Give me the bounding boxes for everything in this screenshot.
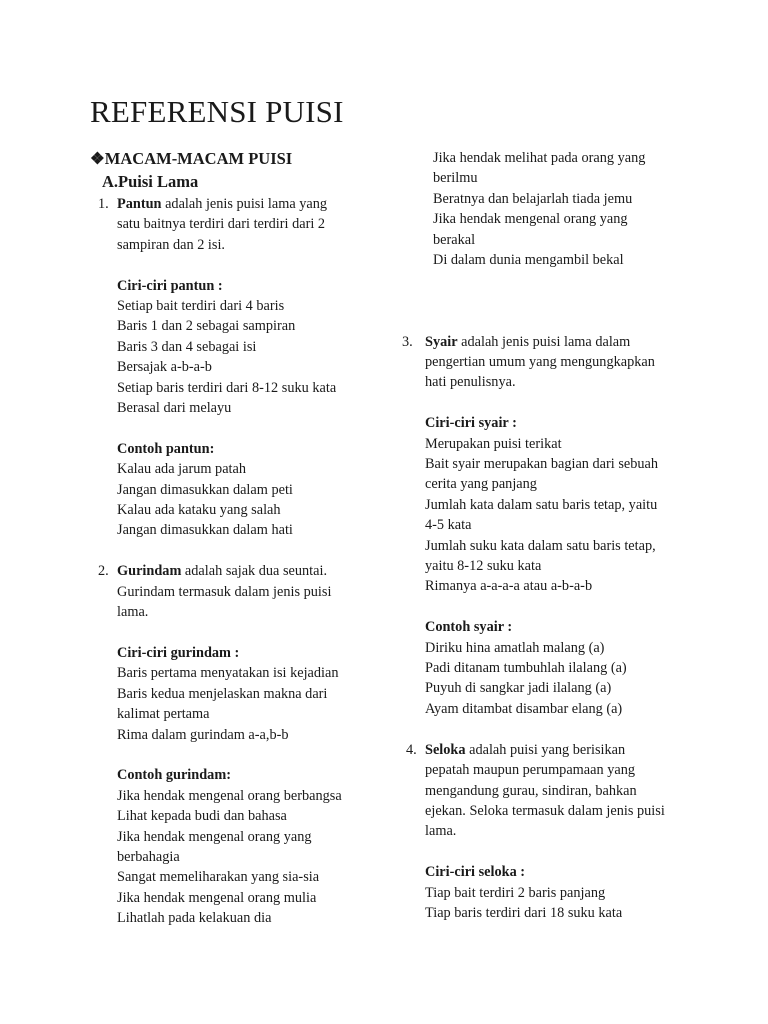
term-pantun: Pantun <box>117 196 162 212</box>
gurindam-contoh-line: Jika hendak melihat pada orang yang <box>433 150 646 166</box>
left-column <box>90 148 390 929</box>
seloka-ciri-line: Tiap bait terdiri 2 baris panjang <box>425 884 606 901</box>
gurindam-contoh-line: Sangat memeliharakan yang sia-sia <box>117 869 320 886</box>
gurindam-contoh-line: Di dalam dunia mengambil bekal <box>433 252 624 269</box>
gurindam-ciri-line: Rima dalam gurindam a-a,b-b <box>117 726 289 743</box>
syair-desc-first: adalah jenis puisi lama dalam <box>457 333 631 350</box>
list-number: 4. <box>406 741 417 758</box>
gurindam-contoh-line: Jika hendak mengenal orang berbangsa <box>117 787 342 804</box>
gurindam-contoh-line: berilmu <box>433 170 478 187</box>
right-column <box>400 148 700 923</box>
list-number: 2. <box>98 563 109 580</box>
syair-contoh-line: Diriku hina amatlah malang (a) <box>425 639 605 656</box>
gurindam-contoh-line: Jika hendak mengenal orang yang <box>433 211 628 228</box>
pantun-desc-line: sampiran dan 2 isi. <box>117 236 226 253</box>
gurindam-contoh-line: Lihat kepada budi dan bahasa <box>117 808 287 825</box>
list-number: 3. <box>402 333 413 350</box>
pantun-desc-line: satu baitnya terdiri dari terdiri dari 2 <box>117 216 326 233</box>
gurindam-desc-first: adalah sajak dua seuntai. <box>181 563 328 580</box>
gurindam-contoh-line: Beratnya dan belajarlah tiada jemu <box>433 190 633 207</box>
syair-contoh-line: Ayam ditambat disambar elang (a) <box>425 700 623 717</box>
seloka-desc-first: adalah puisi yang berisikan <box>465 741 626 758</box>
subsection-heading: A.Puisi Lama <box>102 172 199 191</box>
syair-ciri-line: 4-5 kata <box>425 517 472 534</box>
syair-contoh-line: Puyuh di sangkar jadi ilalang (a) <box>425 680 612 697</box>
page-title: REFERENSI PUISI <box>90 94 344 129</box>
pantun-ciri-line: Setiap baris terdiri dari 8-12 suku kata <box>117 379 337 396</box>
section-heading-text: MACAM-MACAM PUISI <box>104 149 293 168</box>
term-gurindam: Gurindam <box>117 563 182 580</box>
list-item-pantun <box>90 194 390 541</box>
pantun-ciri-line: Setiap bait terdiri dari 4 baris <box>117 298 285 315</box>
syair-desc-line: pengertian umum yang mengungkapkan <box>425 354 655 371</box>
seloka-ciri-heading: Ciri-ciri seloka : <box>425 864 526 881</box>
pantun-contoh-line: Kalau ada kataku yang salah <box>117 502 281 519</box>
gurindam-ciri-line: Baris kedua menjelaskan makna dari <box>117 685 328 702</box>
seloka-desc-line: mengandung gurau, sindiran, bahkan <box>425 782 637 799</box>
syair-ciri-line: Merupakan puisi terikat <box>425 435 562 452</box>
gurindam-contoh-line: berakal <box>433 231 476 248</box>
pantun-ciri-line: Berasal dari melayu <box>117 400 232 417</box>
section-heading <box>90 148 390 170</box>
gurindam-contoh-continued <box>400 148 700 270</box>
pantun-contoh-heading: Contoh pantun: <box>117 440 215 457</box>
gurindam-desc-line: Gurindam termasuk dalam jenis puisi <box>117 583 332 600</box>
gurindam-desc-line: lama. <box>117 604 149 621</box>
syair-ciri-line: Jumlah kata dalam satu baris tetap, yaitu <box>425 496 658 513</box>
term-seloka: Seloka <box>425 741 466 758</box>
gurindam-contoh-line: Lihatlah pada kelakuan dia <box>117 910 272 927</box>
gurindam-contoh-heading: Contoh gurindam: <box>117 767 231 784</box>
pantun-contoh-line: Kalau ada jarum patah <box>117 461 247 478</box>
pantun-contoh-line: Jangan dimasukkan dalam hati <box>117 522 293 539</box>
syair-ciri-line: yaitu 8-12 suku kata <box>425 558 542 575</box>
gurindam-contoh-line: Jika hendak mengenal orang yang <box>117 828 312 845</box>
seloka-desc-line: ejekan. Seloka termasuk dalam jenis puisi <box>425 802 665 819</box>
syair-contoh-line: Padi ditanam tumbuhlah ilalang (a) <box>425 660 627 677</box>
gurindam-contoh-line: Jika hendak mengenal orang mulia <box>117 889 317 906</box>
pantun-ciri-heading: Ciri-ciri pantun : <box>117 277 223 294</box>
syair-ciri-heading: Ciri-ciri syair : <box>425 415 517 432</box>
pantun-ciri-line: Baris 3 dan 4 sebagai isi <box>117 338 257 355</box>
list-number: 1. <box>98 196 109 212</box>
syair-ciri-line: Jumlah suku kata dalam satu baris tetap, <box>425 537 656 554</box>
seloka-desc-line: lama. <box>425 823 457 840</box>
syair-contoh-heading: Contoh syair : <box>425 619 513 636</box>
syair-ciri-line: Bait syair merupakan bagian dari sebuah <box>425 456 659 473</box>
pantun-ciri-line: Baris 1 dan 2 sebagai sampiran <box>117 318 296 335</box>
list-item-seloka <box>400 740 700 924</box>
gurindam-ciri-line: kalimat pertama <box>117 706 210 723</box>
pantun-desc-first: adalah jenis puisi lama yang <box>161 196 328 212</box>
pantun-contoh-line: Jangan dimasukkan dalam peti <box>117 481 293 498</box>
gurindam-ciri-line: Baris pertama menyatakan isi kejadian <box>117 665 339 682</box>
syair-desc-line: hati penulisnya. <box>425 374 516 391</box>
list-item-gurindam <box>90 561 390 928</box>
list-item-syair <box>400 332 700 720</box>
pantun-ciri-line: Bersajak a-b-a-b <box>117 359 212 376</box>
syair-ciri-line: Rimanya a-a-a-a atau a-b-a-b <box>425 578 593 595</box>
syair-ciri-line: cerita yang panjang <box>425 476 537 493</box>
term-syair: Syair <box>425 333 458 350</box>
seloka-desc-line: pepatah maupun perumpamaan yang <box>425 762 636 779</box>
diamond-bullet-icon: ❖ <box>90 149 105 168</box>
gurindam-contoh-line: berbahagia <box>117 848 180 865</box>
seloka-ciri-line: Tiap baris terdiri dari 18 suku kata <box>425 904 623 921</box>
gurindam-ciri-heading: Ciri-ciri gurindam : <box>117 644 240 661</box>
